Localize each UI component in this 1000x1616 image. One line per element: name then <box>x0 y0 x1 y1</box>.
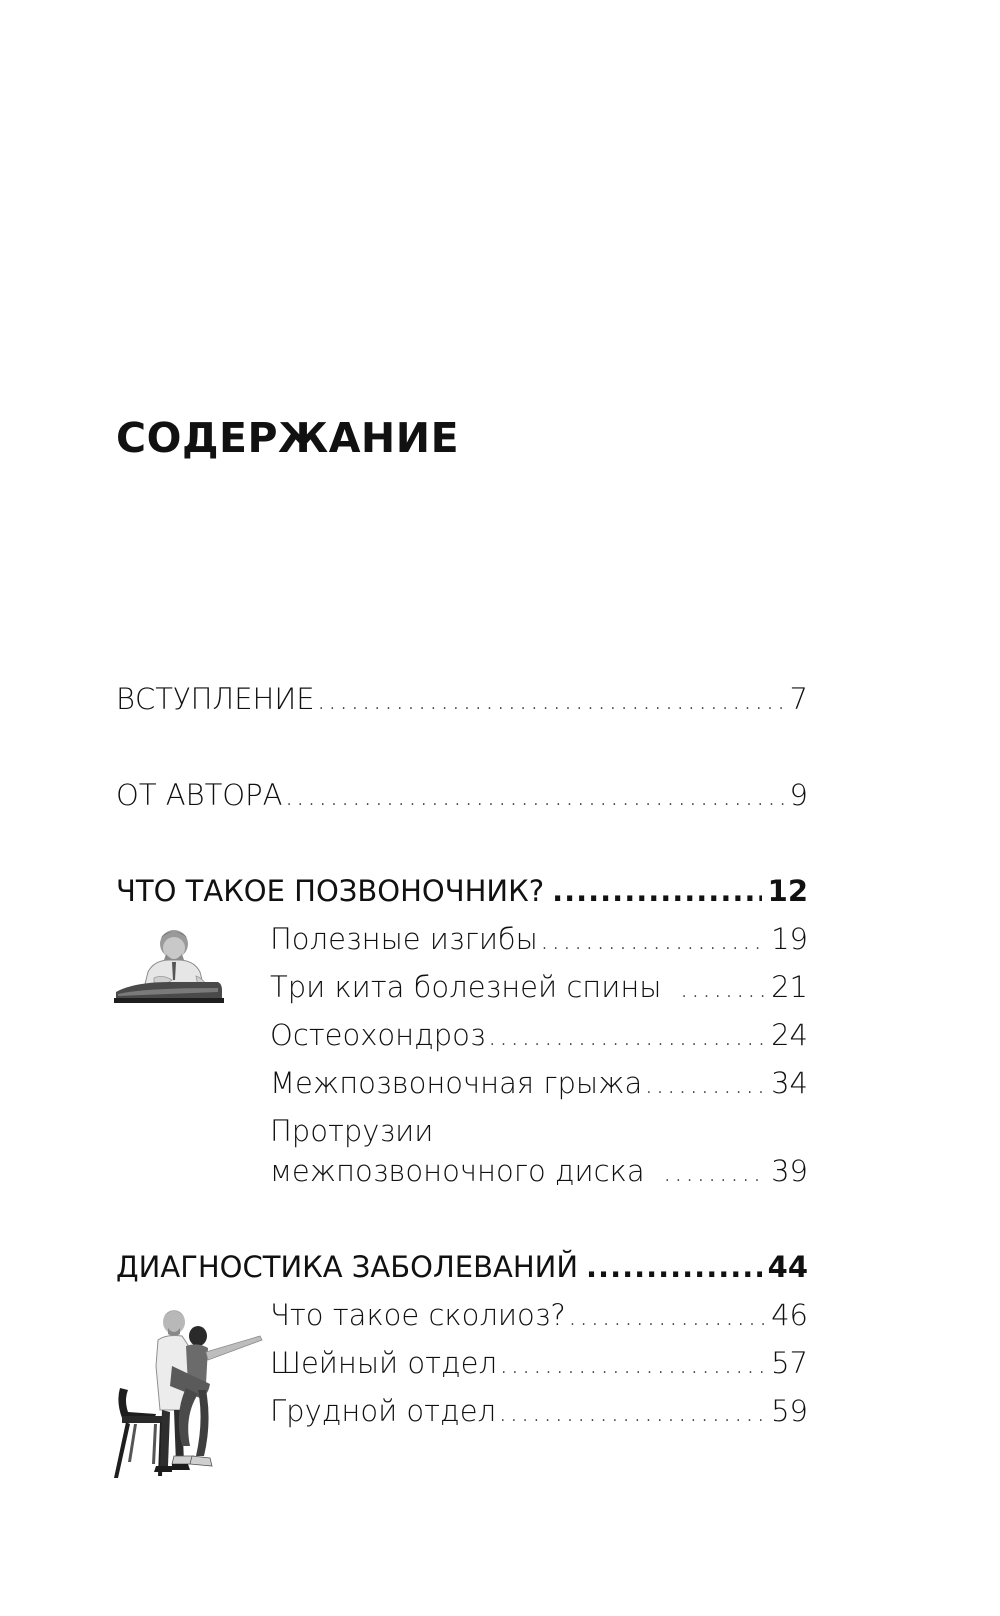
dot-leader <box>317 682 784 717</box>
toc-entry[interactable] <box>270 922 808 957</box>
toc-label: Межпозвоночная грыжа <box>270 1066 643 1100</box>
page-number: 39 <box>771 1154 808 1188</box>
toc-entry[interactable] <box>270 1298 808 1333</box>
toc-label: Грудной отдел <box>270 1394 497 1428</box>
toc-label: межпозвоночного диска <box>270 1154 645 1188</box>
toc-entry-intro[interactable] <box>116 682 808 717</box>
page-number: 7 <box>789 682 808 716</box>
toc-label-line: Протрузии <box>270 1114 434 1148</box>
dot-leader <box>680 970 766 1005</box>
dot-leader <box>568 1298 765 1333</box>
toc-label: ОТ АВТОРА <box>116 778 283 812</box>
dot-leader <box>488 1018 765 1053</box>
toc-entry[interactable] <box>270 1394 808 1429</box>
dot-leader <box>284 778 783 813</box>
page-number: 24 <box>771 1018 808 1052</box>
dot-leader <box>540 922 765 957</box>
page-number: 9 <box>789 778 808 812</box>
toc-label: Что такое сколиоз? <box>270 1298 566 1332</box>
dot-leader <box>644 1066 765 1101</box>
toc-label: ЧТО ТАКОЕ ПОЗВОНОЧНИК? <box>116 874 545 908</box>
page-number: 46 <box>771 1298 808 1332</box>
toc-label: Шейный отдел <box>270 1346 498 1380</box>
dot-leader <box>552 874 762 909</box>
toc-entry-author[interactable] <box>116 778 808 813</box>
doctor-examining-patient-illustration <box>112 1306 264 1482</box>
dot-leader <box>586 1250 762 1285</box>
page-number: 57 <box>771 1346 808 1380</box>
toc-entry[interactable] <box>270 1066 808 1101</box>
toc-entry[interactable] <box>270 1154 808 1189</box>
toc-entry[interactable] <box>270 1346 808 1381</box>
toc-chapter-diagnostics[interactable] <box>116 1250 808 1285</box>
page-number: 34 <box>771 1066 808 1100</box>
page-number: 59 <box>771 1394 808 1428</box>
dot-leader <box>663 1154 766 1189</box>
page-number: 21 <box>771 970 808 1004</box>
dot-leader <box>499 1346 765 1381</box>
page-number: 19 <box>771 922 808 956</box>
toc-label: ВСТУПЛЕНИЕ <box>116 682 315 716</box>
toc-chapter-spine[interactable] <box>116 874 808 909</box>
page-title: СОДЕРЖАНИЕ <box>116 414 460 462</box>
toc-label: Остеохондроз <box>270 1018 486 1052</box>
toc-label: ДИАГНОСТИКА ЗАБОЛЕВАНИЙ <box>116 1250 579 1284</box>
toc-label: Полезные изгибы <box>270 922 538 956</box>
toc-label: Три кита болезней спины <box>270 970 662 1004</box>
toc-entry[interactable] <box>270 970 808 1005</box>
dot-leader <box>498 1394 765 1429</box>
doctor-at-desk-illustration <box>114 928 226 1004</box>
page-number: 44 <box>767 1250 808 1284</box>
page-number: 12 <box>767 874 808 908</box>
toc-entry[interactable] <box>270 1018 808 1053</box>
